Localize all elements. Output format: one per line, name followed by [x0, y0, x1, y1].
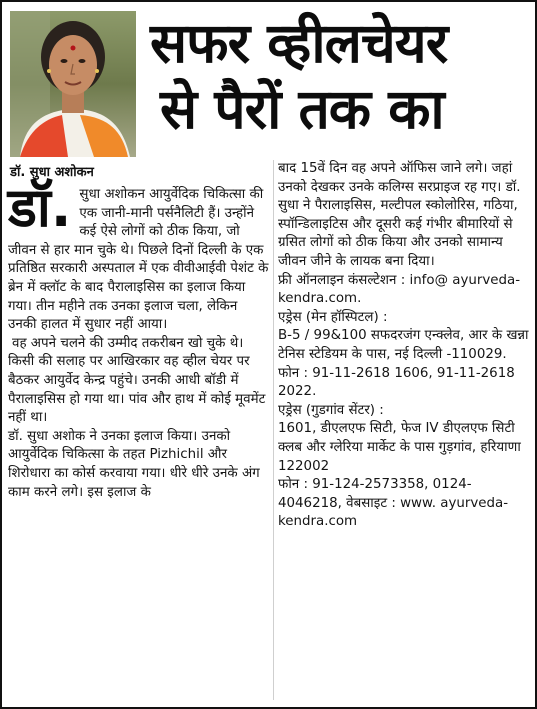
- article-paragraph-text: वह अपने चलने की उम्मीद तकरीबन खो चुके थे। किसी की सलाह पर आखिरकार वह व्हील चेयर पर बैठकर आयुर्वेद केन्द्र पहुंचे। उनकी आधी बॉडी में पैरालाइसिस हो गया था। पांव और हाथ में कोई मूवमेंट नहीं था।: [8, 335, 266, 426]
- author-caption: डॉ. सुधा अशोकन: [10, 165, 94, 180]
- main-hospital-address: B-5 / 99&100 सफदरजंग एन्क्लेव, आर के खन्ना टेनिस स्टेडियम के पास, नई दिल्ली -110029.: [278, 328, 529, 362]
- dropcap: डॉ.: [8, 176, 72, 239]
- article-right-column: [278, 160, 530, 532]
- article-left-column: [8, 176, 270, 502]
- gurgaon-label: एड्रेस (गुडगांव सेंटर) :: [278, 402, 384, 418]
- headline: [150, 10, 530, 142]
- consult-email: फ्री ऑनलाइन कंसल्टेशन : info@ ayurveda-kendra.com.: [278, 272, 521, 307]
- gurgaon-address: 1601, डीएलएफ सिटी, फेज IV डीएलएफ सिटी क्लब और ग्लेरिया मार्केट के पास गुड़गांव, हरियाणा 122002: [278, 421, 521, 474]
- article-paragraph-text: सुधा अशोकन आयुर्वेदिक चिकित्सा की एक जानी-मानी पर्सनैलिटी हैं। उन्होंने कई ऐसे लोगों को ठीक किया, जो जीवन से हार मान चुके थे। पिछले दिनों दिल्ली के एक प्रतिष्ठित सरकारी अस्पताल में एक वीवीआईवी पेशंट के ब्रेन में क्लॉट के बाद पैरालाइसिस का इलाज किया गया। तीन महीने तक उनका इलाज चला, लेकिन उनकी हालत में सुधार नहीं आया।: [8, 187, 269, 333]
- article-paragraph: डॉ. सुधा अशोक ने उनका इलाज किया। उनको आयुर्वेदिक चिकित्सा के तहत Pizhichil और शिरोधारा का कोर्स करवाया गया। धीरे धीरे उनके अंग काम करने लगे। इस इलाज के: [8, 428, 260, 500]
- main-hospital-phone: फोन : 91-11-2618 1606, 91-11-2618 2022.: [278, 365, 515, 400]
- main-hospital-label: एड्रेस (मेन हॉस्पिटल) :: [278, 309, 388, 325]
- gurgaon-phone-website: फोन : 91-124-2573358, 0124-4046218, वेबसाइट : www. ayurveda-kendra.com: [278, 477, 509, 530]
- article-paragraph: [8, 335, 270, 428]
- headline-line-1: सफर व्हीलचेयर: [150, 11, 448, 75]
- article-paragraph: [8, 176, 270, 335]
- portrait-illustration: [10, 11, 136, 157]
- headline-line-2: से पैरों तक का: [160, 77, 444, 141]
- author-photo: [10, 11, 136, 157]
- article-paragraph: बाद 15वें दिन वह अपने ऑफिस जाने लगे। जहां उनको देखकर उनके कलिग्स सरप्राइज रह गए। डॉ. सुधा ने पैरालाइसिस, मल्टीपल स्कोलोरिस, गठिया, स्पॉन्डिलाइटिस और दूसरी कई गंभीर बीमारियों से ग्रसित लोगों को ठीक किया और उनको सामान्य जीवन जीने के लायक बना दिया।: [278, 161, 521, 269]
- column-divider: [273, 160, 274, 700]
